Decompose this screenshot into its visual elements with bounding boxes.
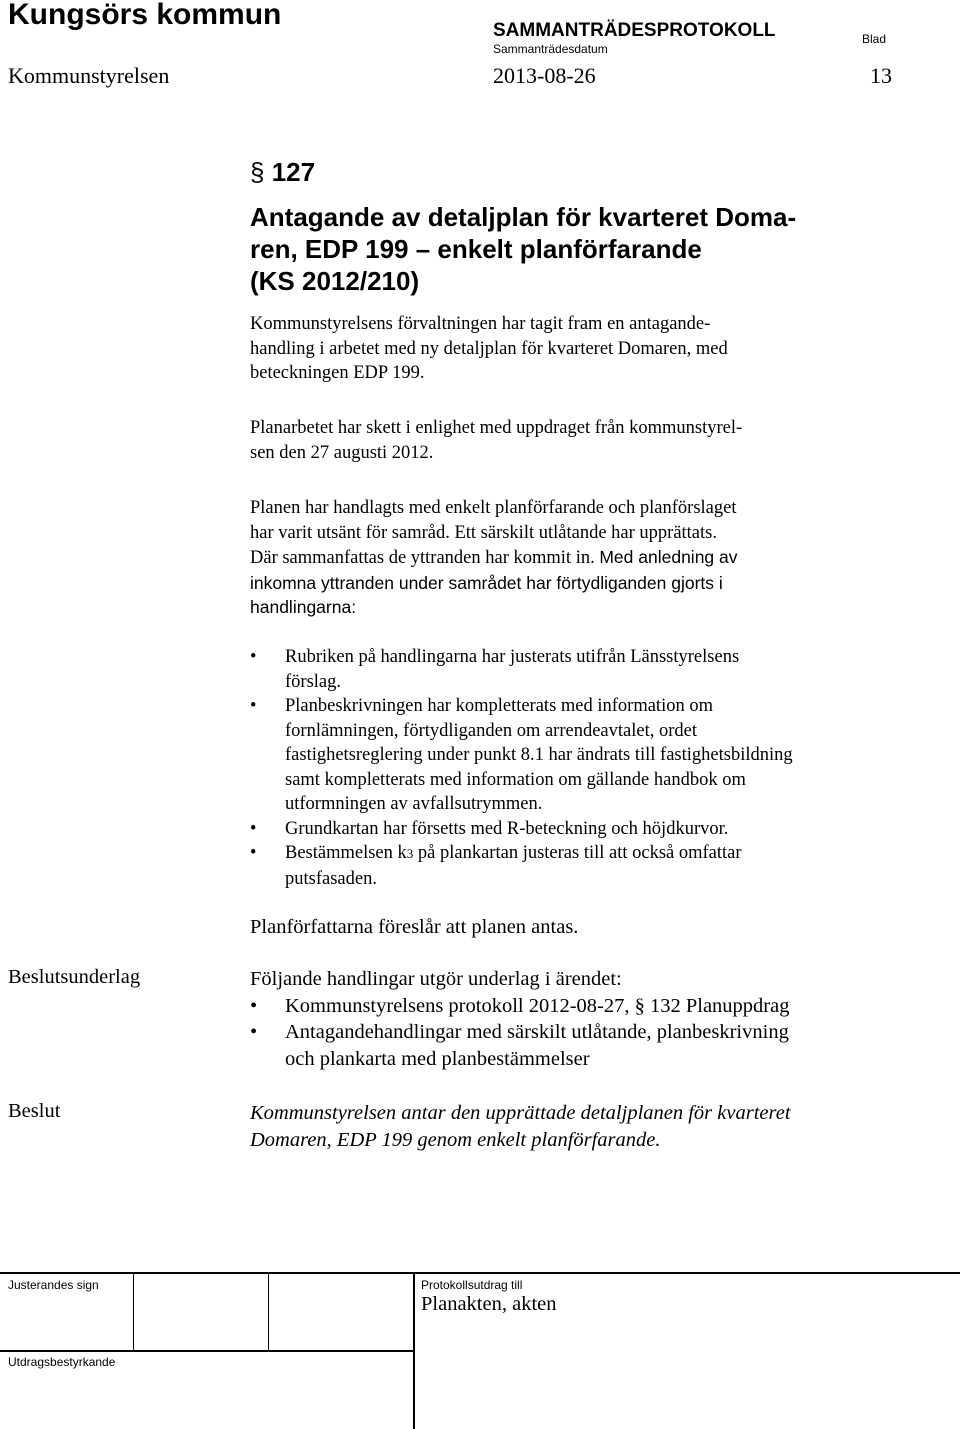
paragraph-line: beteckningen EDP 199. xyxy=(250,363,425,383)
list-item-text: på plankartan justeras till att också omfattar xyxy=(413,843,742,863)
paragraph-line-start: Där sammanfattas de yttranden har kommit in. xyxy=(250,548,595,568)
list-item-line: fastighetsreglering under punkt 8.1 har ändrats till fastighetsbildning xyxy=(285,745,793,765)
paragraph-line: inkomna yttranden under samrådet har förtydliganden gjorts i xyxy=(250,572,723,593)
list-item-line: • Planbeskrivningen har kompletterats med information om xyxy=(285,696,713,716)
list-item xyxy=(250,993,870,1020)
section-title-line: Antagande av detaljplan för kvarteret Doma- xyxy=(250,202,797,232)
page-label: Blad xyxy=(862,32,887,46)
justerandes-sign-label: Justerandes sign xyxy=(8,1278,99,1292)
protocol-title: SAMMANTRÄDESPROTOKOLL xyxy=(493,20,776,41)
paragraph-line: Kommunstyrelsens förvaltningen har tagit fram en antagande- xyxy=(250,314,711,334)
paragraph-line: Planarbetet har skett i enlighet med uppdraget från kommunstyrel- xyxy=(250,418,743,438)
section-number-value: 127 xyxy=(271,157,316,187)
protokollsutdrag-label: Protokollsutdrag till xyxy=(421,1278,523,1292)
section-symbol: § xyxy=(250,157,265,187)
list-item-line: • Kommunstyrelsens protokoll 2012-08-27, § 132 Planuppdrag xyxy=(285,994,790,1017)
list-item xyxy=(250,817,870,842)
list-item-line: fornlämningen, förtydliganden om arrendeavtalet, ordet xyxy=(285,720,697,741)
paragraph-line: har varit utsänt för samråd. Ett särskilt utlåtande har upprättats. xyxy=(250,522,717,543)
utdragsbestyrkande-label: Utdragsbestyrkande xyxy=(8,1355,116,1369)
list-item-line: utformningen av avfallsutrymmen. xyxy=(285,794,543,814)
footer-divider xyxy=(268,1272,269,1350)
beslutsunderlag-intro: Följande handlingar utgör underlag i ärendet: xyxy=(250,968,622,990)
paragraph-line: handling i arbetet med ny detaljplan för kvarteret Domaren, med xyxy=(250,338,728,359)
meeting-date: 2013-08-26 xyxy=(493,63,596,88)
footer-divider xyxy=(0,1272,960,1274)
beslutsunderlag-list xyxy=(250,993,870,1073)
list-item xyxy=(250,1019,870,1072)
footer-divider xyxy=(133,1272,134,1350)
list-item-line xyxy=(285,841,870,867)
beslut-label: Beslut xyxy=(8,1100,61,1122)
footer-divider xyxy=(413,1272,415,1350)
paragraph-intro xyxy=(250,312,870,386)
list-item xyxy=(250,645,870,694)
committee-name: Kommunstyrelsen xyxy=(8,63,170,88)
list-item xyxy=(250,694,870,817)
section-title-line: ren, EDP 199 – enkelt planförfarande xyxy=(250,234,702,264)
beslutsunderlag-label: Beslutsunderlag xyxy=(8,966,141,988)
proposal-text: Planförfattarna föreslår att planen antas. xyxy=(250,916,579,938)
list-item-line: förslag. xyxy=(285,671,341,692)
list-item-line: och plankarta med planbestämmelser xyxy=(285,1047,590,1070)
section-title-line: (KS 2012/210) xyxy=(250,266,420,296)
beslut-line: Domaren, EDP 199 genom enkelt planförfarande. xyxy=(250,1128,661,1151)
list-item-line: putsfasaden. xyxy=(285,868,377,889)
list-item-line: samt kompletterats med information om gällande handbok om xyxy=(285,769,746,790)
section-number xyxy=(250,156,315,188)
list-item-line: • Rubriken på handlingarna har justerats utifrån Länsstyrelsens xyxy=(285,647,740,667)
protokollsutdrag-recipients: Planakten, akten xyxy=(421,1293,557,1315)
beslut-text xyxy=(250,1100,870,1153)
footer-divider xyxy=(0,1350,413,1352)
list-item-line: • Grundkartan har försetts med R-beteckning och höjdkurvor. xyxy=(285,818,729,839)
paragraph-line-tail: Med anledning av xyxy=(599,547,738,567)
subscript-text: 3 xyxy=(406,846,414,861)
beslutsunderlag-content xyxy=(250,966,870,1072)
paragraph-line xyxy=(250,545,870,571)
footer-divider xyxy=(413,1350,415,1429)
paragraph-line: handlingarna: xyxy=(250,597,357,617)
section-title xyxy=(250,201,796,297)
paragraph-line: Planen har handlagts med enkelt planförfarande och planförslaget xyxy=(250,498,737,518)
paragraph-line: sen den 27 augusti 2012. xyxy=(250,442,434,463)
organization-name: Kungsörs kommun xyxy=(8,0,282,31)
changes-list xyxy=(250,645,870,891)
list-item xyxy=(250,841,870,891)
list-item-text: Bestämmelsen k xyxy=(285,843,407,863)
paragraph-procedure xyxy=(250,496,870,620)
meeting-date-label: Sammanträdesdatum xyxy=(493,42,608,56)
page-number: 13 xyxy=(870,63,892,88)
beslut-line: Kommunstyrelsen antar den upprättade detaljplanen för kvarteret xyxy=(250,1102,791,1124)
list-item-line: • Antagandehandlingar med särskilt utlåtande, planbeskrivning xyxy=(285,1021,789,1043)
paragraph-planning-work xyxy=(250,416,870,465)
